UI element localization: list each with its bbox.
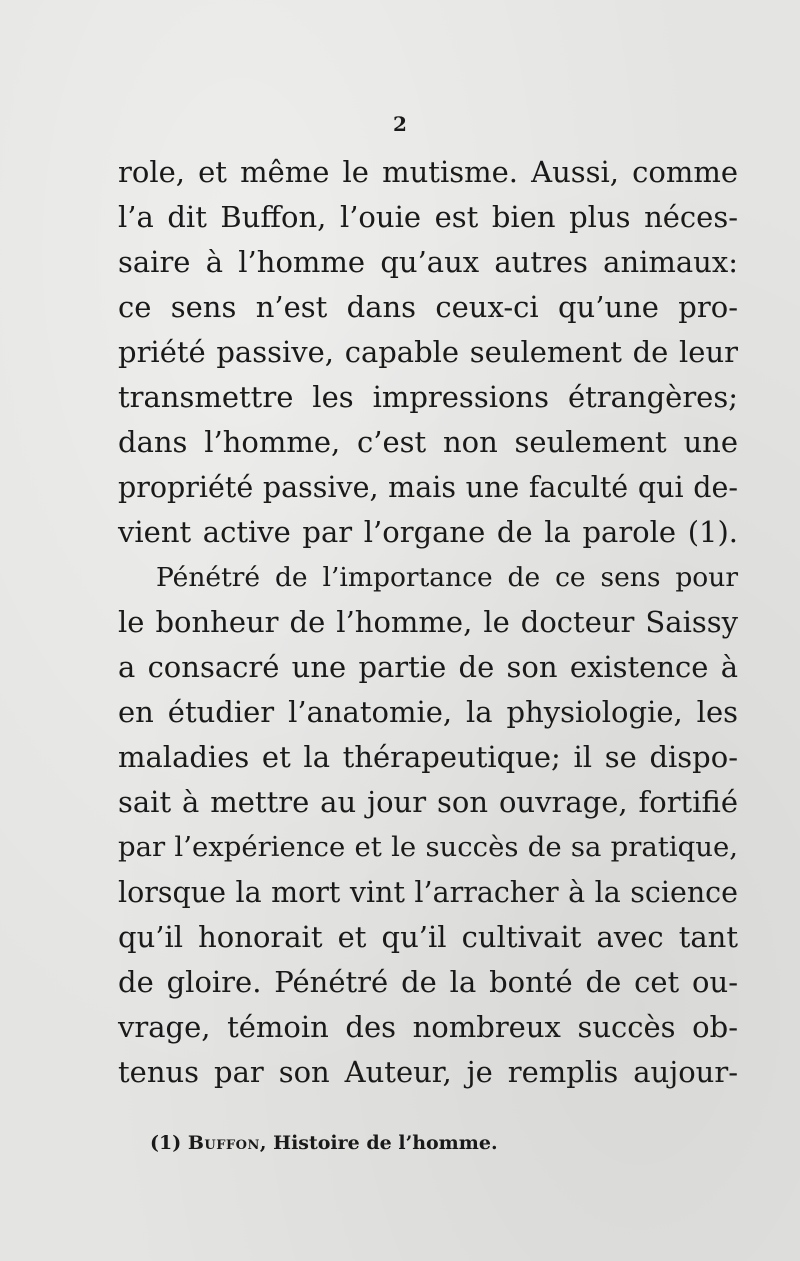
text-line: sait à mettre au jour son ouvrage, fortifié xyxy=(118,785,738,819)
page-number: 2 xyxy=(393,112,407,136)
text-line: le bonheur de l’homme, le docteur Saissy xyxy=(118,605,738,639)
text-line: dans l’homme, c’est non seulement une xyxy=(118,425,738,459)
text-line: vrage, témoin des nombreux succès ob- xyxy=(118,1010,738,1044)
text-line: tenus par son Auteur, je remplis aujour- xyxy=(118,1055,738,1089)
text-line: de gloire. Pénétré de la bonté de cet ou- xyxy=(118,965,738,999)
body-text xyxy=(118,150,738,1095)
text-line: lorsque la mort vint l’arracher à la science xyxy=(118,876,738,909)
text-line: par l’expérience et le succès de sa pratique, xyxy=(118,831,738,863)
text-line: qu’il honorait et qu’il cultivait avec tant xyxy=(118,920,738,954)
text-line: propriété passive, mais une faculté qui de- xyxy=(118,471,738,504)
text-line: vient active par l’organe de la parole (1). xyxy=(118,515,738,549)
text-line: transmettre les impressions étrangères; xyxy=(118,380,738,414)
text-line: a consacré une partie de son existence à xyxy=(118,650,738,684)
text-line: saire à l’homme qu’aux autres animaux: xyxy=(118,245,738,279)
footnote-text: , Histoire de l’homme. xyxy=(259,1132,498,1154)
paragraph-start-line: Pénétré de l’importance de ce sens pour xyxy=(156,562,738,593)
footnote-author: Buffon xyxy=(187,1132,260,1154)
text-line: priété passive, capable seulement de leur xyxy=(118,335,738,369)
text-line: maladies et la thérapeutique; il se dispo- xyxy=(118,740,738,774)
text-line: en étudier l’anatomie, la physiologie, les xyxy=(118,695,738,729)
footnote xyxy=(150,1130,498,1156)
text-line: role, et même le mutisme. Aussi, comme xyxy=(118,155,738,189)
text-line: ce sens n’est dans ceux-ci qu’une pro- xyxy=(118,290,738,324)
footnote-marker: (1) xyxy=(150,1132,182,1154)
text-line: l’a dit Buffon, l’ouie est bien plus néces- xyxy=(118,200,738,234)
